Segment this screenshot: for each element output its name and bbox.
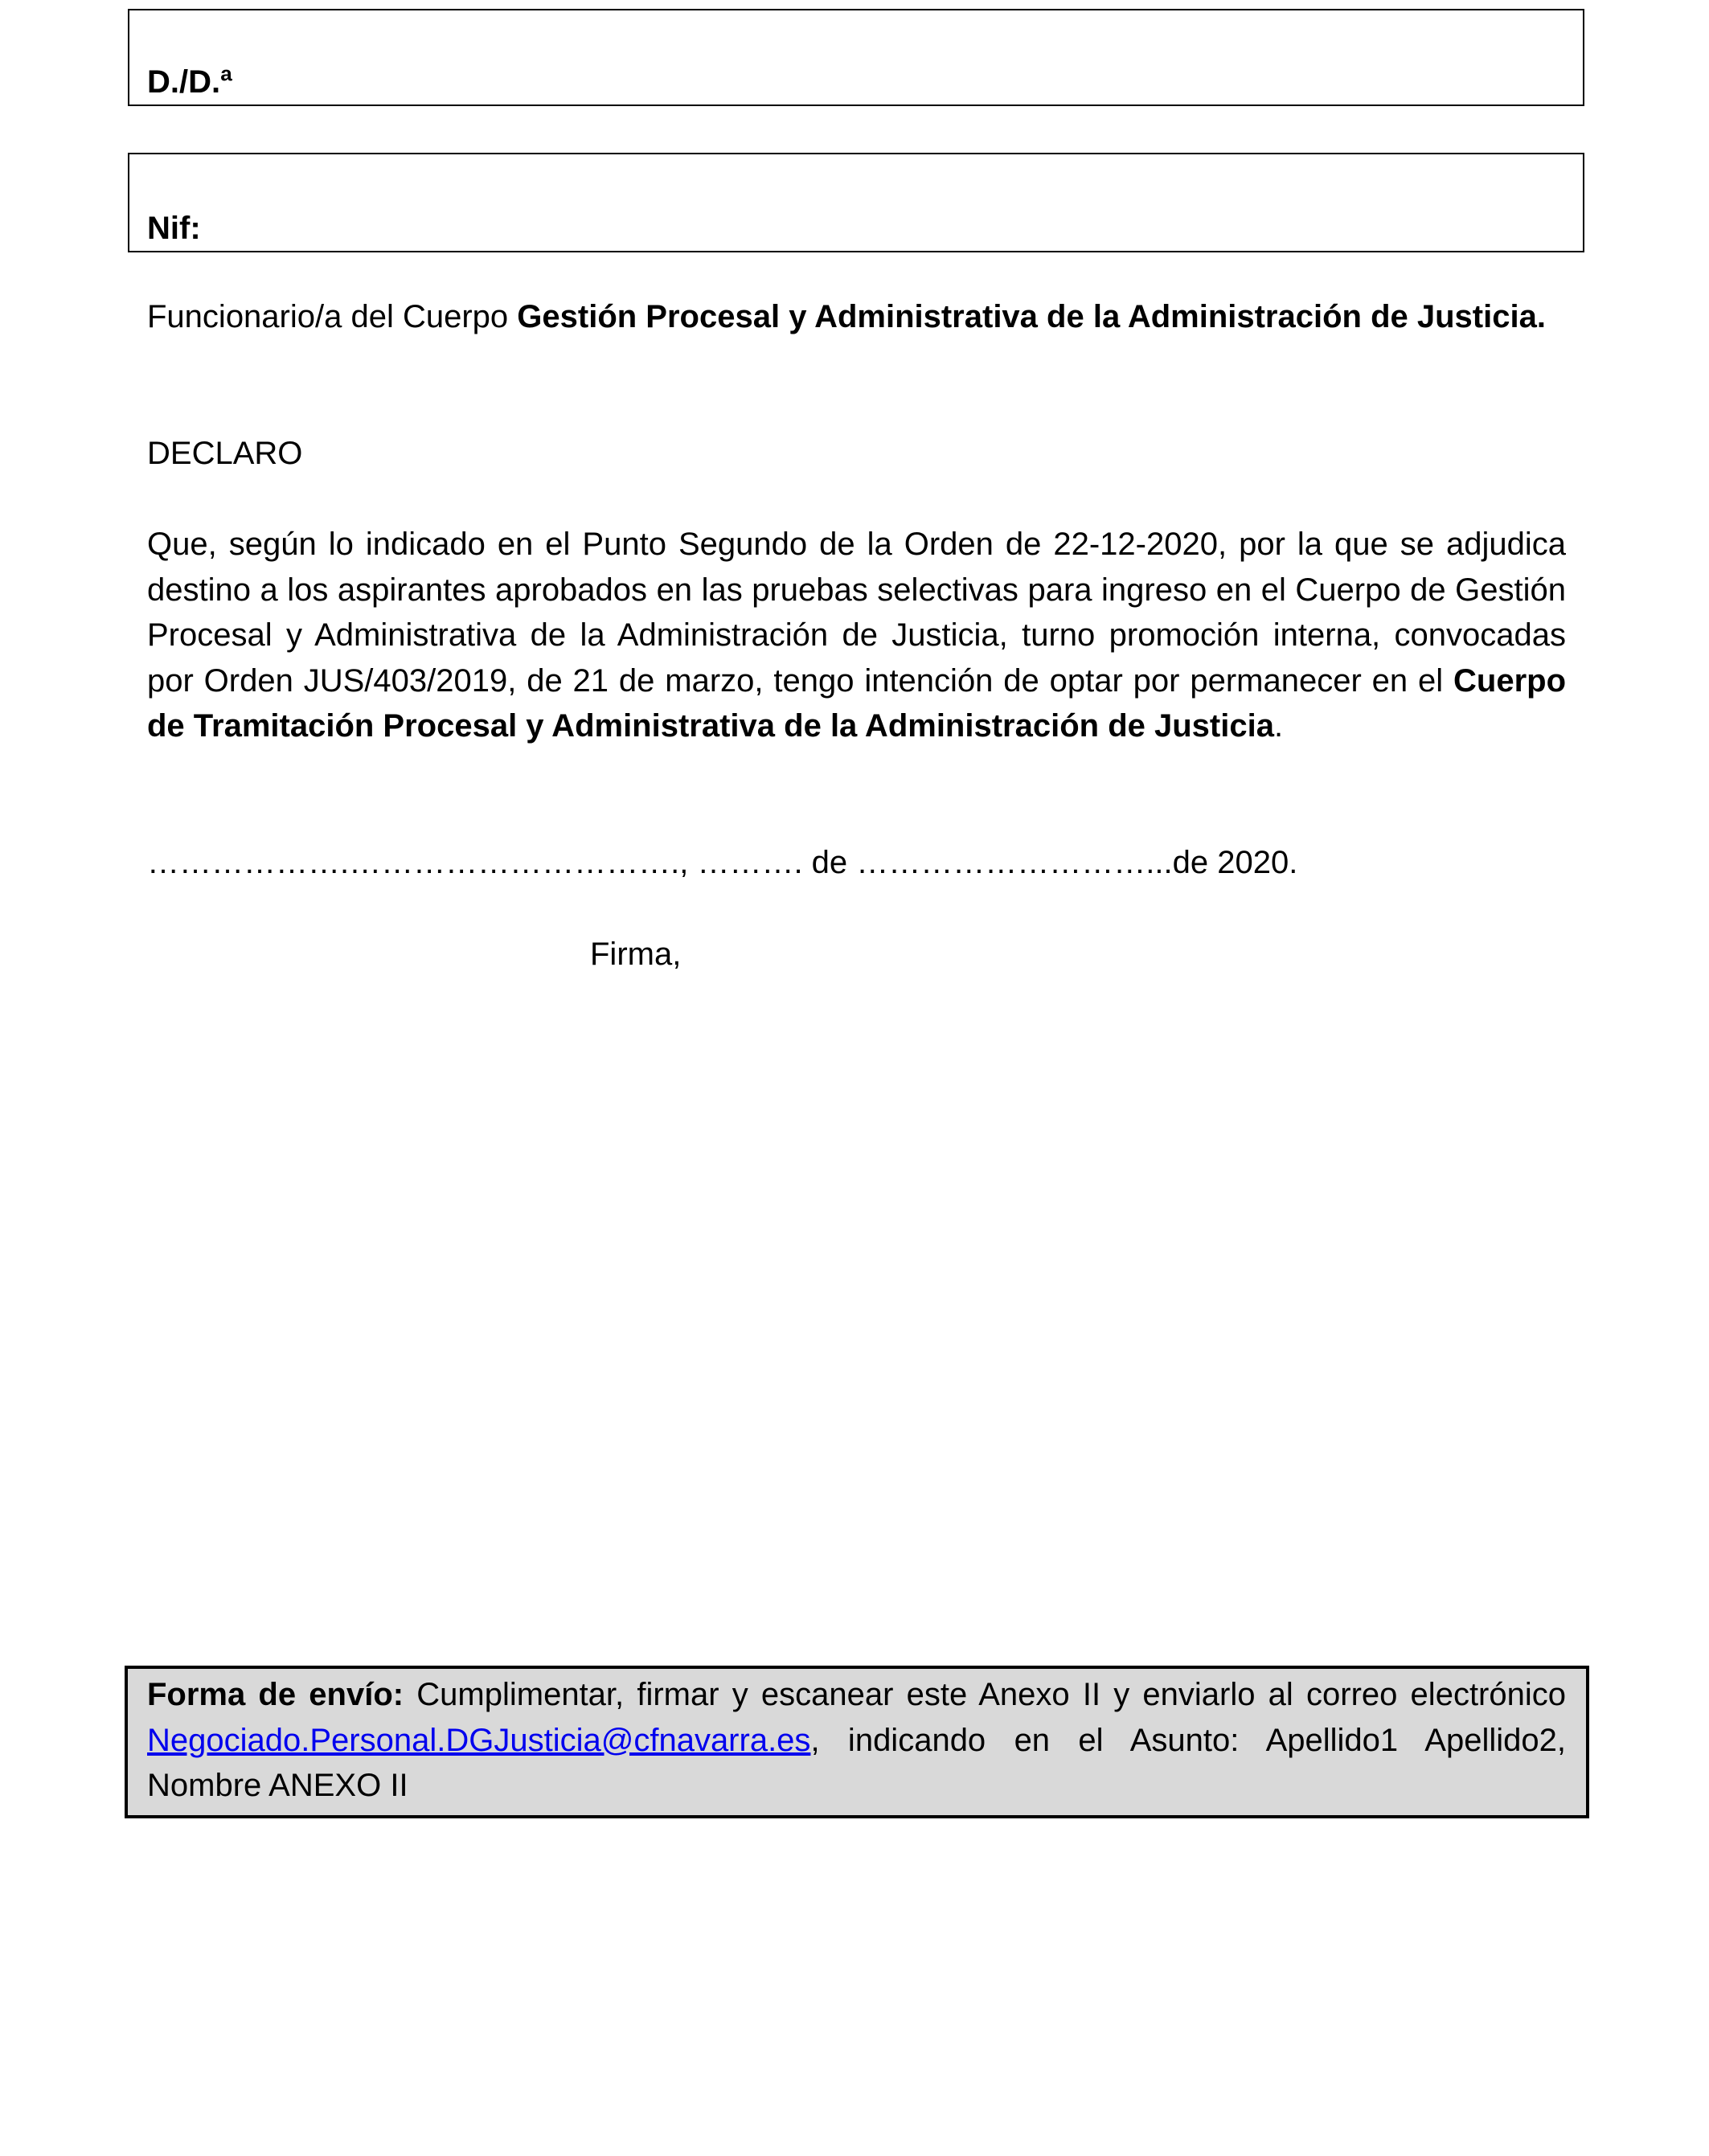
envio-instructions-box bbox=[125, 1666, 1589, 1818]
intro-paragraph bbox=[147, 294, 1566, 340]
statement-end: . bbox=[1273, 708, 1284, 744]
nif-field-label: Nif: bbox=[147, 211, 201, 246]
envio-paragraph bbox=[147, 1672, 1566, 1809]
signature-label: Firma, bbox=[590, 937, 682, 972]
envio-text-before: Cumplimentar, firmar y escanear este Anexo II y enviarlo al correo electrónico bbox=[404, 1677, 1566, 1712]
statement-paragraph bbox=[147, 522, 1566, 749]
email-link[interactable]: Negociado.Personal.DGJusticia@cfnavarra.es bbox=[147, 1722, 811, 1758]
statement-text: Que, según lo indicado en el Punto Segundo de la Orden de 22-12-2020, por la que se adjudica destino a los aspirantes aprobados en las pruebas selectivas para ingreso en el Cuerpo de Gestión Procesal y Administrativa de la Administración de Justicia, turno promoción interna, convocadas por Orden JUS/403/2019, de 21 de marzo, tengo intención de optar por permanecer en el bbox=[147, 527, 1566, 699]
envio-label: Forma de envío: bbox=[147, 1677, 404, 1712]
statement-cuerpo-bold: Cuerpo de Tramitación Procesal y Administrativa de la Administración de Justicia bbox=[147, 662, 1566, 744]
envio-text-after: , indicando en el Asunto: Apellido1 Apellido2, Nombre ANEXO II bbox=[147, 1722, 1566, 1803]
name-field-label: D./D.ª bbox=[147, 64, 232, 100]
name-field-box[interactable] bbox=[128, 9, 1584, 106]
intro-text: Funcionario/a del Cuerpo bbox=[147, 299, 518, 334]
nif-field-box[interactable] bbox=[128, 153, 1584, 252]
intro-cuerpo-bold: Gestión Procesal y Administrativa de la Administración de Justicia. bbox=[517, 299, 1546, 334]
date-line: ……………….…………………………., ………. de ………………………...de 2020. bbox=[147, 845, 1298, 880]
declaro-heading: DECLARO bbox=[147, 436, 303, 471]
